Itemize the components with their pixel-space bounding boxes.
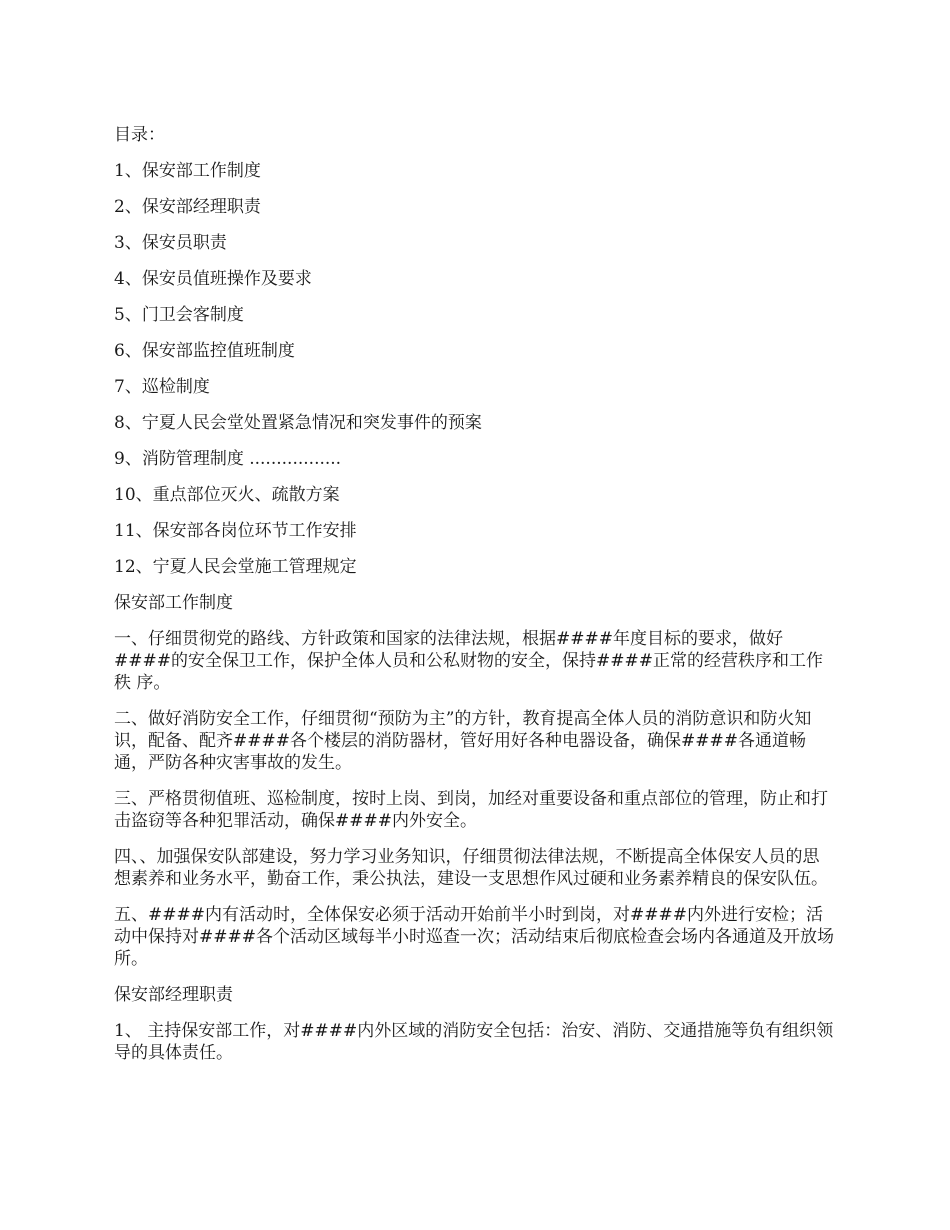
toc-item: 6、保安部监控值班制度 [114, 341, 295, 361]
toc-item: 4、保安员值班操作及要求 [114, 269, 312, 289]
toc-item: 1、保安部工作制度 [114, 161, 261, 181]
toc-heading: 目录： [114, 125, 165, 145]
toc-item: 5、门卫会客制度 [114, 305, 244, 325]
document-body [114, 124, 836, 1078]
toc-item: 9、消防管理制度 ................. [114, 449, 342, 469]
toc-item: 10、重点部位灭火、疏散方案 [114, 485, 340, 505]
paragraph: 三、严格贯彻值班、巡检制度，按时上岗、到岗，加经对重要设备和重点部位的管理，防止和打击盗窃等各种犯罪活动，确保####内外安全。 [114, 789, 828, 831]
paragraph: 二、做好消防安全工作，仔细贯彻“预防为主”的方针，教育提高全体人员的消防意识和防火知识，配备、配齐####各个楼层的消防器材，管好用好各种电器设备，确保####各通道畅 通，严防各种灾害事故的发生。 [114, 709, 812, 773]
paragraph: 一、仔细贯彻党的路线、方针政策和国家的法律法规，根据####年度目标的要求，做好####的安全保卫工作，保护全体人员和公私财物的安全，保持####正常的经营秩序和工作秩 序。 [114, 629, 823, 693]
toc-item: 11、保安部各岗位环节工作安排 [114, 521, 357, 541]
paragraph: 四、、加强保安队部建设，努力学习业务知识，仔细贯彻法律法规，不断提高全体保安人员的思想素养和业务水平，勤奋工作，秉公执法，建设一支思想作风过硬和业务素养精良的保安队伍。 [114, 847, 828, 889]
toc-item: 12、宁夏人民会堂施工管理规定 [114, 557, 357, 577]
section-title: 保安部经理职责 [114, 985, 233, 1005]
toc-item: 3、保安员职责 [114, 233, 227, 253]
paragraph: 五、####内有活动时，全体保安必须于活动开始前半小时到岗，对####内外进行安检；活动中保持对####各个活动区域每半小时巡查一次；活动结束后彻底检查会场内各通道及开放场所。 [114, 905, 834, 969]
toc-item: 7、巡检制度 [114, 377, 210, 397]
paragraph: 1、 主持保安部工作，对####内外区域的消防安全包括：治安、消防、交通措施等负有组织领导的具体责任。 [114, 1021, 834, 1063]
toc-item: 8、宁夏人民会堂处置紧急情况和突发事件的预案 [114, 413, 482, 433]
toc-item: 2、保安部经理职责 [114, 197, 261, 217]
section-title: 保安部工作制度 [114, 593, 233, 613]
